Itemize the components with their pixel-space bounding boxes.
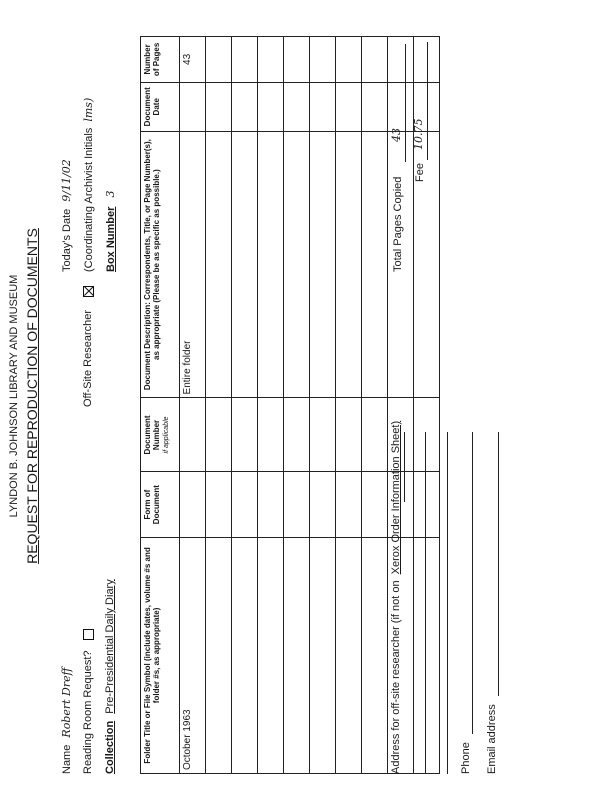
- table-cell[interactable]: 43: [180, 37, 206, 83]
- table-cell[interactable]: [284, 131, 310, 398]
- table-row: [336, 37, 362, 774]
- col-header-pages: Number of Pages: [141, 37, 180, 83]
- table-cell[interactable]: [362, 472, 388, 537]
- reading-room-label: Reading Room Request?: [82, 650, 94, 774]
- table-cell[interactable]: [232, 537, 258, 773]
- table-row: [310, 37, 336, 774]
- coordinating-initials[interactable]: lms): [82, 97, 95, 122]
- table-cell[interactable]: [362, 82, 388, 131]
- col-header-description: Document Description: Correspondents, Title, or Page Number(s), as appropriate (Please be as specific as possible.): [141, 131, 180, 398]
- col-header-docnum-note: if applicable: [163, 416, 170, 454]
- total-pages-value[interactable]: 43: [390, 128, 403, 142]
- table-cell[interactable]: [414, 398, 440, 472]
- table-cell[interactable]: [388, 37, 414, 83]
- table-header-row: [141, 37, 180, 774]
- collection-label: Collection: [104, 720, 116, 774]
- col-header-form: Form of Document: [141, 472, 180, 537]
- table-cell[interactable]: [180, 82, 206, 131]
- table-cell[interactable]: [232, 37, 258, 83]
- email-label: Email address: [486, 704, 498, 774]
- collection-value[interactable]: Pre-Presidential Daily Diary: [104, 579, 116, 714]
- institution-name: LYNDON B. JOHNSON LIBRARY AND MUSEUM: [8, 274, 20, 518]
- name-row: [60, 668, 73, 774]
- table-cell[interactable]: [336, 131, 362, 398]
- table-cell[interactable]: [414, 537, 440, 773]
- address-line-2[interactable]: [425, 432, 426, 774]
- table-cell[interactable]: [206, 398, 232, 472]
- table-cell[interactable]: [336, 537, 362, 773]
- table-row: [180, 37, 206, 774]
- fee-value[interactable]: 10.75: [412, 118, 425, 150]
- phone-label: Phone: [460, 742, 472, 774]
- reading-room-checkbox[interactable]: [83, 629, 94, 640]
- table-cell[interactable]: [362, 131, 388, 398]
- table-cell[interactable]: [310, 398, 336, 472]
- todays-date-row: [60, 159, 73, 272]
- col-header-date: Document Date: [141, 82, 180, 131]
- table-cell[interactable]: [310, 82, 336, 131]
- table-row: [284, 37, 310, 774]
- total-pages-line: [405, 44, 406, 162]
- fee-label: Fee: [414, 163, 426, 182]
- address-line-1[interactable]: [404, 432, 405, 502]
- table-cell[interactable]: [362, 537, 388, 773]
- table-cell[interactable]: [206, 537, 232, 773]
- box-row: [104, 191, 117, 272]
- table-cell[interactable]: [284, 82, 310, 131]
- table-cell[interactable]: [336, 398, 362, 472]
- address-line-3[interactable]: [447, 432, 448, 774]
- table-cell[interactable]: [414, 472, 440, 537]
- address-row: [390, 421, 402, 774]
- offsite-label: Off-Site Researcher: [82, 309, 94, 407]
- col-header-docnum: [141, 398, 180, 472]
- table-cell[interactable]: [258, 82, 284, 131]
- table-cell[interactable]: [284, 37, 310, 83]
- col-header-docnum-label: Document Number: [143, 415, 161, 455]
- table-cell[interactable]: [232, 472, 258, 537]
- table-cell[interactable]: [310, 131, 336, 398]
- table-cell[interactable]: [258, 398, 284, 472]
- coordinating-label: (Coordinating Archivist Initials: [83, 127, 95, 272]
- address-label: Address for off-site researcher (if not on: [390, 580, 402, 774]
- table-cell[interactable]: [232, 398, 258, 472]
- table-cell[interactable]: [310, 472, 336, 537]
- total-pages-label: Total Pages Copied: [392, 176, 404, 272]
- todays-date-label: Today's Date: [61, 208, 73, 272]
- table-cell[interactable]: [362, 37, 388, 83]
- table-cell[interactable]: [232, 131, 258, 398]
- table-cell[interactable]: [284, 398, 310, 472]
- phone-line[interactable]: [472, 432, 473, 734]
- table-row: [362, 37, 388, 774]
- table-cell[interactable]: [206, 472, 232, 537]
- email-line[interactable]: [498, 432, 499, 696]
- fee-line: [427, 42, 428, 160]
- todays-date-value[interactable]: 9/11/02: [60, 159, 73, 202]
- table-cell[interactable]: [206, 131, 232, 398]
- box-label: Box Number: [105, 206, 117, 272]
- col-header-folder: Folder Title or File Symbol (include dates, volume #s and folder #s, as appropriate): [141, 537, 180, 773]
- table-cell[interactable]: [206, 82, 232, 131]
- table-cell[interactable]: [258, 472, 284, 537]
- table-cell[interactable]: [284, 537, 310, 773]
- table-cell[interactable]: [310, 37, 336, 83]
- table-cell[interactable]: [284, 472, 310, 537]
- table-cell[interactable]: [180, 472, 206, 537]
- coordinating-row: [82, 98, 95, 272]
- table-cell[interactable]: [206, 37, 232, 83]
- xerox-label: Xerox Order Information Sheet): [390, 420, 402, 575]
- table-cell[interactable]: Entire folder: [180, 131, 206, 398]
- table-cell[interactable]: [336, 472, 362, 537]
- table-cell[interactable]: [362, 398, 388, 472]
- offsite-checkbox[interactable]: [83, 286, 94, 297]
- box-value[interactable]: 3: [104, 190, 117, 198]
- table-cell[interactable]: [258, 131, 284, 398]
- table-cell[interactable]: [336, 82, 362, 131]
- table-row: [232, 37, 258, 774]
- table-cell[interactable]: [310, 537, 336, 773]
- table-cell[interactable]: [336, 37, 362, 83]
- table-cell[interactable]: [258, 537, 284, 773]
- table-cell[interactable]: [258, 37, 284, 83]
- table-cell[interactable]: [232, 82, 258, 131]
- table-cell[interactable]: [388, 82, 414, 131]
- name-value[interactable]: Robert Dreff: [60, 667, 73, 738]
- table-row: [258, 37, 284, 774]
- name-label: Name: [61, 744, 73, 774]
- collection-row: [104, 579, 116, 774]
- table-cell[interactable]: [180, 398, 206, 472]
- form-title: REQUEST FOR REPRODUCTION OF DOCUMENTS: [24, 228, 40, 564]
- table-row: [206, 37, 232, 774]
- table-cell[interactable]: October 1963: [180, 537, 206, 773]
